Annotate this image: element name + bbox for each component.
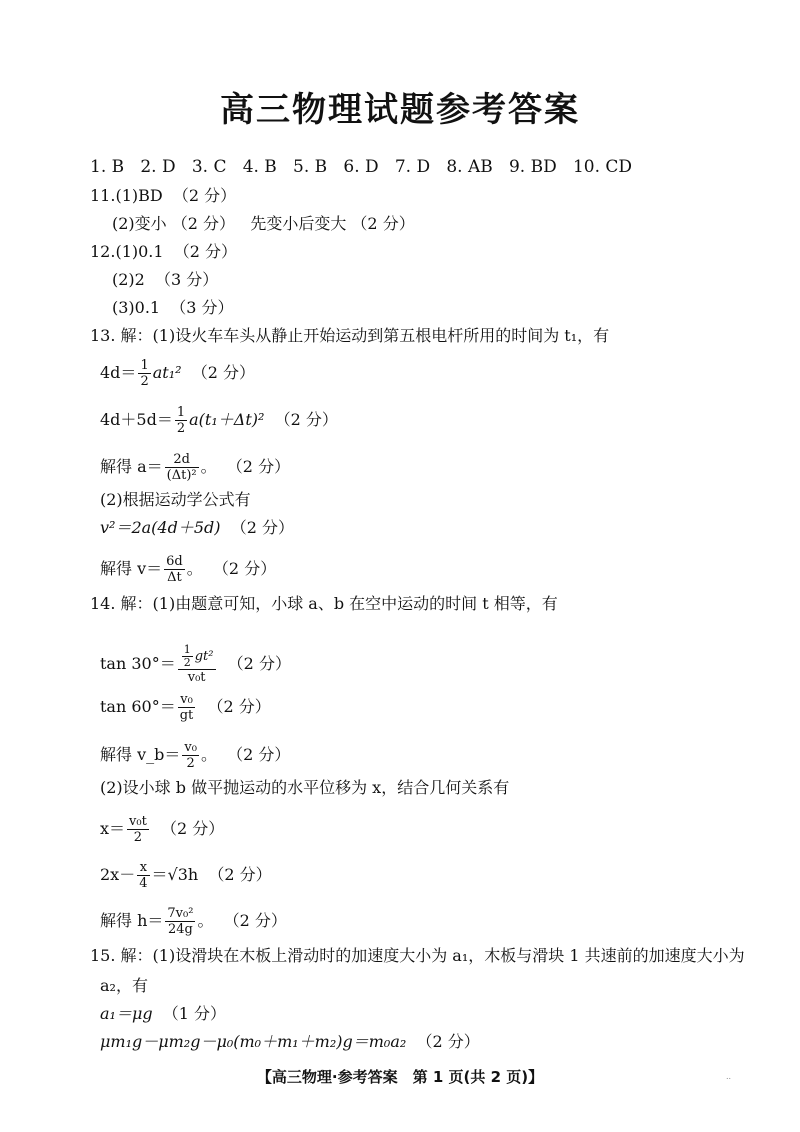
q13-eq3-score: （2 分）	[230, 518, 294, 537]
mcq-answer-9: 9. BD	[508, 157, 557, 177]
q14-eq1-numerator-term: gt²	[194, 649, 214, 664]
mcq-answer-6: 6. D	[343, 157, 379, 177]
q14-eq1-score: （2 分）	[227, 654, 291, 673]
q14-sol2-score: （2 分）	[223, 911, 287, 930]
q13-eq2-lhs: 4d＋5d＝	[100, 410, 173, 429]
q13-intro: 13. 解：(1)设火车车头从静止开始运动到第五根电杆所用的时间为 t₁，有	[90, 326, 610, 345]
q12-part1	[90, 242, 237, 262]
q14-eq2-score: （2 分）	[207, 697, 271, 716]
q14-eq3-score: （2 分）	[160, 819, 225, 838]
q12-part1-answer: (1)0.1	[115, 242, 164, 261]
q13-eq1-denominator: 2	[140, 374, 149, 389]
q14-eq1-lhs: tan 30°＝	[100, 654, 176, 673]
q12-part2	[112, 270, 218, 290]
q14-part2-heading: (2)设小球 b 做平抛运动的水平位移为 x，结合几何关系有	[100, 778, 510, 797]
q14-eq4-rhs: ＝√3h	[151, 865, 199, 884]
q13-equation-3	[100, 518, 294, 538]
q14-eq4-score: （2 分）	[208, 865, 272, 884]
mcq-answer-10: 10. CD	[572, 157, 633, 177]
q15-equation-1	[100, 1004, 226, 1024]
q14-equation-1	[100, 644, 291, 685]
q13-eq2-denominator: 2	[176, 421, 186, 436]
q15-eq2-score: （2 分）	[416, 1032, 480, 1051]
mcq-answer-3: 3. C	[191, 157, 227, 177]
q14-eq3-fraction	[127, 814, 149, 845]
q13-sol2-denominator: Δt	[167, 570, 182, 585]
q13-eq1-score: （2 分）	[191, 363, 255, 382]
q14-solution-2	[100, 906, 287, 937]
q13-sol1-denominator: (Δt)²	[166, 468, 197, 483]
mcq-answer-2: 2. D	[140, 157, 176, 177]
q14-eq3-denominator: 2	[133, 830, 143, 845]
mcq-answer-5: 5. B	[293, 157, 328, 177]
q14-sol1-lhs: 解得 v_b＝	[100, 745, 181, 764]
q14-eq2-fraction	[178, 692, 196, 723]
q14-sol1-denominator: 2	[186, 756, 195, 771]
corner-mark: ..	[726, 1072, 732, 1081]
q14-eq1-fraction	[178, 644, 216, 685]
mcq-answers	[90, 157, 632, 177]
q14-sol1-end: 。	[200, 745, 217, 764]
q13-equation-2	[100, 405, 338, 436]
q12-part1-score: （2 分）	[173, 242, 238, 261]
q13-eq1-numerator: 1	[140, 358, 149, 373]
mcq-answer-4: 4. B	[242, 157, 277, 177]
q12-part2-score: （3 分）	[155, 270, 219, 289]
q12-number: 12.	[90, 242, 116, 261]
mcq-answer-7: 7. D	[394, 157, 431, 177]
q11-part2b-answer: 先变小后变大	[250, 214, 347, 233]
q11-part2	[112, 214, 415, 234]
q13-sol1-numerator: 2d	[165, 452, 199, 468]
q13-equation-1	[100, 358, 255, 389]
q11-part1	[90, 186, 236, 206]
q14-sol2-end: 。	[197, 911, 214, 930]
q14-eq2-denominator: gt	[179, 708, 194, 723]
q14-sol2-fraction	[165, 906, 195, 937]
q14-sol1-fraction	[182, 740, 199, 771]
q11-part1-answer: (1)BD	[115, 186, 163, 205]
q14-equation-3	[100, 814, 224, 845]
q13-sol2-score: （2 分）	[212, 559, 277, 578]
q14-eq2-lhs: tan 60°＝	[100, 697, 176, 716]
page-title: 高三物理试题参考答案	[220, 90, 580, 130]
q14-eq4-fraction	[137, 860, 149, 891]
q14-sol1-score: （2 分）	[227, 745, 291, 764]
q14-equation-2	[100, 692, 271, 723]
q13-eq2-score: （2 分）	[274, 410, 338, 429]
q13-eq2-fraction	[175, 405, 187, 436]
q15-intro-continued: a₂，有	[100, 976, 148, 995]
q14-eq4-denominator: 4	[139, 876, 148, 891]
q14-sol2-lhs: 解得 h＝	[100, 911, 164, 930]
mcq-answer-1: 1. B	[90, 157, 125, 177]
q13-eq3: v²＝2a(4d＋5d)	[100, 518, 221, 537]
q13-sol1-end: 。	[200, 457, 217, 476]
q14-eq1-denominator: v₀t	[187, 670, 206, 685]
q14-eq4-lhs: 2x－	[100, 865, 136, 884]
q14-eq1-numerator	[178, 644, 216, 670]
q13-sol2-numerator: 6d	[166, 554, 183, 569]
q13-solution-2	[100, 554, 276, 585]
q13-eq1-fraction	[138, 358, 150, 389]
q14-eq3-numerator: v₀t	[129, 814, 147, 829]
page-footer: 【高三物理·参考答案 第 1 页(共 2 页)】	[256, 1068, 544, 1086]
mcq-answer-8: 8. AB	[446, 157, 493, 177]
q14-eq2-numerator: v₀	[178, 692, 196, 708]
q13-part2-heading: (2)根据运动学公式有	[100, 490, 251, 509]
q11-part2b-score: （2 分）	[351, 214, 415, 233]
q15-equation-2	[100, 1032, 480, 1052]
q14-sol2-denominator: 24g	[167, 922, 193, 937]
q15-eq1-score: （1 分）	[162, 1004, 227, 1023]
q13-eq2-numerator: 1	[176, 405, 186, 420]
q15-eq2: μm₁g－μm₂g－μ₀(m₀＋m₁＋m₂)g＝m₀a₂	[100, 1032, 407, 1051]
q12-part2-answer: (2)2	[112, 270, 145, 289]
q12-part3	[112, 298, 234, 318]
q13-sol1-lhs: 解得 a＝	[100, 457, 163, 476]
q14-solution-1	[100, 740, 290, 771]
q13-eq2-rhs: a(t₁＋Δt)²	[189, 410, 265, 429]
q11-part1-score: （2 分）	[172, 186, 237, 205]
q13-solution-1	[100, 452, 290, 483]
q13-eq1-lhs: 4d＝	[100, 363, 137, 382]
q14-eq1-inner-denominator: 2	[183, 656, 191, 669]
q14-eq1-inner-fraction	[182, 644, 193, 669]
q14-intro: 14. 解：(1)由题意可知，小球 a、b 在空中运动的时间 t 相等，有	[90, 594, 558, 613]
q11-part2-answer: (2)变小	[112, 214, 167, 233]
q14-sol2-numerator: 7v₀²	[167, 906, 194, 921]
q12-part3-score: （3 分）	[170, 298, 234, 317]
q13-sol1-score: （2 分）	[226, 457, 291, 476]
q14-eq1-inner-numerator: 1	[183, 643, 191, 656]
q14-sol1-numerator: v₀	[184, 740, 197, 755]
q13-sol2-fraction	[164, 554, 185, 585]
q15-eq1: a₁＝μg	[100, 1004, 153, 1023]
q14-eq4-numerator: x	[137, 860, 149, 876]
q12-part3-answer: (3)0.1	[112, 298, 161, 317]
q14-equation-4	[100, 860, 272, 891]
q13-sol1-fraction	[165, 452, 199, 483]
q15-intro: 15. 解：(1)设滑块在木板上滑动时的加速度大小为 a₁，木板与滑块 1 共速前的加速度大小为	[90, 946, 745, 965]
q13-sol2-lhs: 解得 v＝	[100, 559, 163, 578]
q13-eq1-rhs: at₁²	[152, 363, 182, 382]
q14-eq3-lhs: x＝	[100, 819, 126, 838]
q11-part2-score: （2 分）	[171, 214, 236, 233]
q11-number: 11.	[90, 186, 116, 205]
q13-sol2-end: 。	[186, 559, 203, 578]
